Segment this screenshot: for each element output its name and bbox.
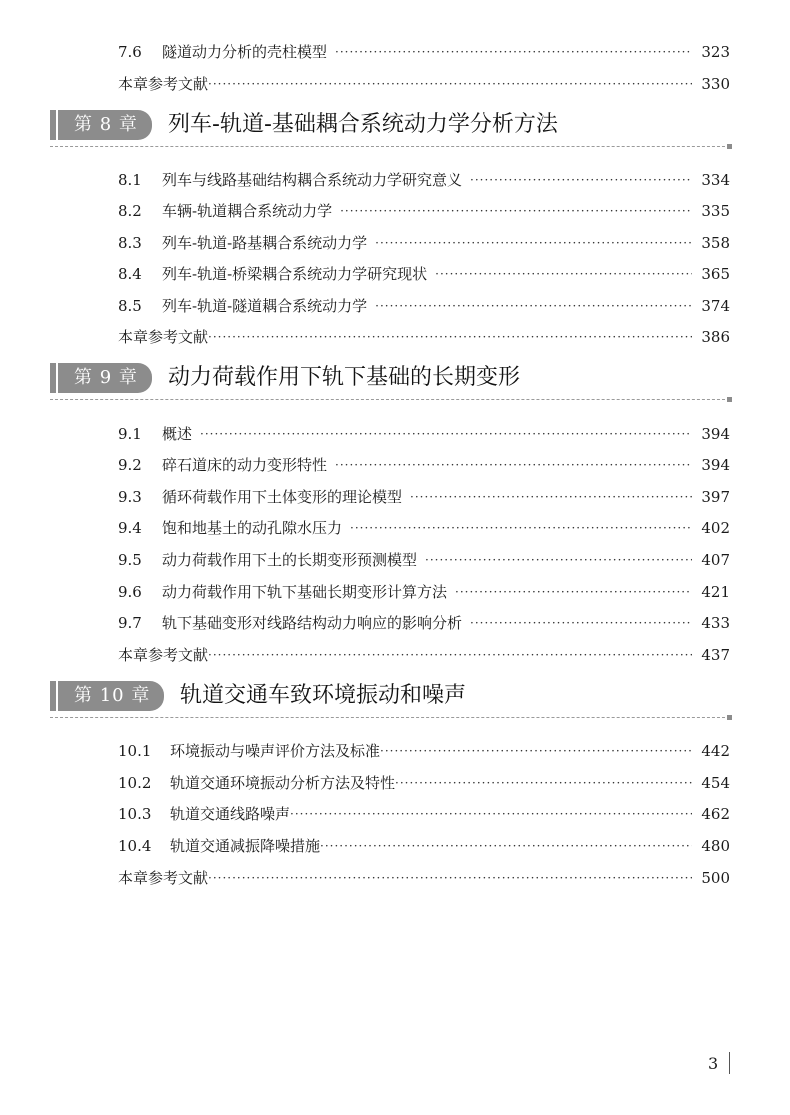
entry-number: 8.3 (118, 234, 142, 252)
leader-dots (410, 485, 692, 509)
dashed-divider (50, 146, 730, 147)
leader-dots (335, 40, 692, 64)
entry-title: 本章参考文献 (118, 75, 209, 93)
entry-title: 轨下基础变形对线路结构动力响应的影响分析 (162, 614, 463, 632)
entry-number: 9.4 (118, 519, 142, 537)
leader-dots (395, 771, 692, 795)
page-number-bar (729, 1052, 730, 1074)
toc-entry[interactable] (118, 168, 730, 192)
chapter-badge: 第 8 章 (58, 110, 152, 140)
leader-dots (470, 611, 692, 635)
entry-page: 480 (701, 837, 730, 855)
entry-title: 车辆-轨道耦合系统动力学 (162, 202, 333, 220)
entry-number: 8.5 (118, 297, 142, 315)
entry-title: 列车-轨道-路基耦合系统动力学 (162, 234, 368, 252)
leader-dots (335, 453, 692, 477)
chapter-heading[interactable] (50, 357, 730, 397)
toc-entry[interactable] (118, 485, 730, 509)
toc-entry[interactable] (118, 422, 730, 446)
chapter-title: 轨道交通车致环境振动和噪声 (180, 683, 467, 708)
entry-number: 7.6 (118, 43, 142, 61)
toc-entry-references[interactable] (118, 325, 730, 349)
entry-title: 列车-轨道-隧道耦合系统动力学 (162, 297, 368, 315)
entry-page: 335 (701, 202, 730, 220)
leader-dots (340, 199, 692, 223)
leader-dots (470, 168, 692, 192)
entry-number: 9.5 (118, 551, 142, 569)
entry-title: 动力荷载作用下轨下基础长期变形计算方法 (162, 583, 448, 601)
badge-corner (50, 110, 56, 140)
entry-title: 轨道交通减振降噪措施 (170, 837, 321, 855)
toc-entry[interactable] (118, 548, 730, 572)
entry-page: 365 (701, 265, 730, 283)
leader-dots (380, 739, 692, 763)
entry-page: 397 (701, 488, 730, 506)
entry-page: 358 (701, 234, 730, 252)
leader-dots (200, 422, 692, 446)
entry-page: 500 (701, 869, 730, 887)
entry-title: 本章参考文献 (118, 328, 209, 346)
entry-page: 402 (701, 519, 730, 537)
entry-title: 隧道动力分析的壳柱模型 (162, 43, 328, 61)
toc-entry[interactable] (118, 262, 730, 286)
toc-entry[interactable] (118, 802, 730, 826)
entry-title: 列车与线路基础结构耦合系统动力学研究意义 (162, 171, 463, 189)
entry-number: 9.6 (118, 583, 142, 601)
entry-title: 本章参考文献 (118, 869, 209, 887)
toc-entry[interactable] (118, 453, 730, 477)
entry-page: 330 (701, 75, 730, 93)
page-number: 3 (708, 1054, 719, 1073)
leader-dots (375, 231, 692, 255)
entry-page: 374 (701, 297, 730, 315)
leader-dots (208, 72, 692, 96)
entry-number: 8.4 (118, 265, 142, 283)
toc-entry[interactable] (118, 40, 730, 64)
entry-title: 环境振动与噪声评价方法及标准 (170, 742, 381, 760)
entry-page: 437 (701, 646, 730, 664)
chapter-badge: 第 9 章 (58, 363, 152, 393)
toc-entry[interactable] (118, 294, 730, 318)
entry-title: 循环荷载作用下土体变形的理论模型 (162, 488, 403, 506)
entry-number: 8.1 (118, 171, 142, 189)
entry-page: 462 (701, 805, 730, 823)
entry-number: 9.2 (118, 456, 142, 474)
entry-title: 动力荷载作用下土的长期变形预测模型 (162, 551, 418, 569)
leader-dots (455, 580, 692, 604)
entry-page: 323 (701, 43, 730, 61)
entry-number: 10.2 (118, 774, 152, 792)
entry-page: 407 (701, 551, 730, 569)
chapter-title: 列车-轨道-基础耦合系统动力学分析方法 (168, 112, 558, 137)
entry-number: 10.4 (118, 837, 152, 855)
entry-number: 8.2 (118, 202, 142, 220)
toc-entry[interactable] (118, 611, 730, 635)
leader-dots (208, 643, 692, 667)
leader-dots (425, 548, 692, 572)
toc-entry[interactable] (118, 771, 730, 795)
entry-number: 10.3 (118, 805, 152, 823)
entry-page: 334 (701, 171, 730, 189)
divider-end-mark (727, 397, 732, 402)
leader-dots (208, 325, 692, 349)
entry-title: 轨道交通线路噪声 (170, 805, 291, 823)
entry-page: 394 (701, 456, 730, 474)
entry-title: 列车-轨道-桥梁耦合系统动力学研究现状 (162, 265, 428, 283)
entry-title: 饱和地基土的动孔隙水压力 (162, 519, 343, 537)
toc-entry[interactable] (118, 834, 730, 858)
chapter-title: 动力荷载作用下轨下基础的长期变形 (168, 365, 521, 390)
dashed-divider (50, 399, 730, 400)
leader-dots (375, 294, 692, 318)
entry-number: 9.3 (118, 488, 142, 506)
toc-entry-references[interactable] (118, 866, 730, 890)
entry-number: 9.1 (118, 425, 142, 443)
chapter-heading[interactable] (50, 104, 730, 144)
entry-page: 433 (701, 614, 730, 632)
chapter-badge: 第 10 章 (58, 681, 164, 711)
entry-title: 轨道交通环境振动分析方法及特性 (170, 774, 396, 792)
entry-page: 394 (701, 425, 730, 443)
toc-entry-references[interactable] (118, 72, 730, 96)
entry-page: 442 (701, 742, 730, 760)
toc-entry-references[interactable] (118, 643, 730, 667)
leader-dots (208, 866, 692, 890)
entry-title: 碎石道床的动力变形特性 (162, 456, 328, 474)
toc-entry[interactable] (118, 516, 730, 540)
toc-entry[interactable] (118, 739, 730, 763)
entry-number: 10.1 (118, 742, 152, 760)
entry-title: 本章参考文献 (118, 646, 209, 664)
leader-dots (435, 262, 692, 286)
chapter-heading[interactable] (50, 675, 730, 715)
leader-dots (290, 802, 692, 826)
entry-page: 454 (701, 774, 730, 792)
toc-entry[interactable] (118, 580, 730, 604)
badge-corner (50, 681, 56, 711)
dashed-divider (50, 717, 730, 718)
leader-dots (350, 516, 692, 540)
entry-number: 9.7 (118, 614, 142, 632)
leader-dots (320, 834, 692, 858)
toc-entry[interactable] (118, 199, 730, 223)
badge-corner (50, 363, 56, 393)
entry-page: 421 (701, 583, 730, 601)
entry-page: 386 (701, 328, 730, 346)
toc-entry[interactable] (118, 231, 730, 255)
divider-end-mark (727, 715, 732, 720)
entry-title: 概述 (162, 425, 193, 443)
divider-end-mark (727, 144, 732, 149)
